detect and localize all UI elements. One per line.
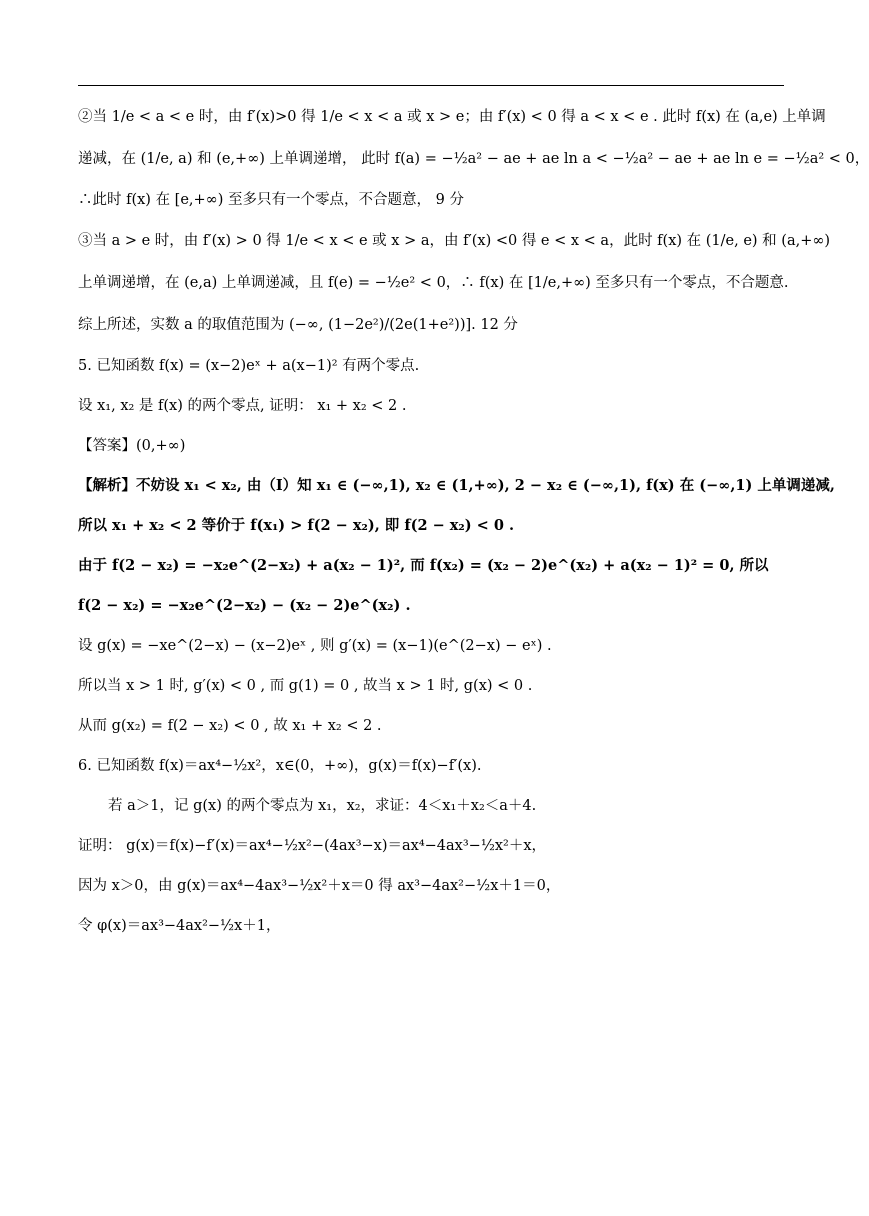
q5-solution-line-7: 从而 g(x₂) = f(2 − x₂) < 0 , 故 x₁ + x₂ < 2 .	[78, 718, 382, 734]
summary-line: 综上所述，实数 a 的取值范围为 (−∞, (1−2e²)/(2e(1+e²))]. 12 分	[78, 317, 518, 333]
header-rule	[78, 85, 784, 86]
q5-answer: 【答案】(0,+∞)	[78, 438, 186, 454]
q5-solution-line-2: 所以 x₁ + x₂ < 2 等价于 f(x₁) > f(2 − x₂), 即 f(2 − x₂) < 0 .	[78, 517, 515, 534]
q6-proof-line-2: 因为 x＞0，由 g(x)＝ax⁴−4ax³−½x²＋x＝0 得 ax³−4ax²−½x＋1＝0，	[78, 878, 561, 894]
q5-solution-line-1: 【解析】不妨设 x₁ < x₂, 由（Ⅰ）知 x₁ ∈ (−∞,1), x₂ ∈ (1,+∞), 2 − x₂ ∈ (−∞,1), f(x) 在 (−∞,1) 上单调递减,	[78, 477, 835, 494]
case2-line-3: ∴此时 f(x) 在 [e,+∞) 至多只有一个零点，不合题意， 9 分	[78, 192, 464, 208]
case2-line-2: 递减，在 (1/e, a) 和 (e,+∞) 上单调递增， 此时 f(a) = −½a² − ae + ae ln a < −½a² − ae + ae ln e = −½a² < 0，	[78, 151, 869, 167]
case3-line-1: ③当 a > e 时，由 f′(x) > 0 得 1/e < x < e 或 x > a，由 f′(x) <0 得 e < x < a，此时 f(x) 在 (1/e, e) 和 (a,+∞)	[78, 233, 831, 249]
document-body	[78, 96, 869, 946]
q5-solution-line-5: 设 g(x) = −xe^(2−x) − (x−2)eˣ , 则 g′(x) = (x−1)(e^(2−x) − eˣ) .	[78, 638, 552, 654]
q5-task: 设 x₁, x₂ 是 f(x) 的两个零点, 证明： x₁ + x₂ < 2 .	[78, 398, 407, 414]
q6-proof-line-3: 令 φ(x)＝ax³−4ax²−½x＋1，	[78, 918, 281, 934]
q6-title: 6. 已知函数 f(x)＝ax⁴−½x²，x∈(0，+∞)，g(x)＝f(x)−f′(x).	[78, 758, 482, 774]
q5-title: 5. 已知函数 f(x) = (x−2)eˣ + a(x−1)² 有两个零点.	[78, 358, 420, 374]
case3-line-2: 上单调递增，在 (e,a) 上单调递减，且 f(e) = −½e² < 0，∴ f(x) 在 [1/e,+∞) 至多只有一个零点，不合题意.	[78, 275, 789, 291]
q5-solution-line-4: f(2 − x₂) = −x₂e^(2−x₂) − (x₂ − 2)e^(x₂) .	[78, 597, 411, 614]
case2-line-1: ②当 1/e < a < e 时，由 f′(x)>0 得 1/e < x < a 或 x > e；由 f′(x) < 0 得 a < x < e . 此时 f(x) 在 (a,e) 上单调	[78, 109, 826, 125]
q5-solution-line-6: 所以当 x > 1 时, g′(x) < 0 , 而 g(1) = 0 , 故当 x > 1 时, g(x) < 0 .	[78, 678, 533, 694]
q6-task: 若 a＞1，记 g(x) 的两个零点为 x₁，x₂，求证：4＜x₁＋x₂＜a＋4.	[108, 798, 537, 814]
q6-proof-line-1: 证明： g(x)＝f(x)−f′(x)＝ax⁴−½x²−(4ax³−x)＝ax⁴−4ax³−½x²＋x，	[78, 838, 547, 854]
q5-solution-line-3: 由于 f(2 − x₂) = −x₂e^(2−x₂) + a(x₂ − 1)², 而 f(x₂) = (x₂ − 2)e^(x₂) + a(x₂ − 1)² = 0, 所以	[78, 557, 769, 574]
